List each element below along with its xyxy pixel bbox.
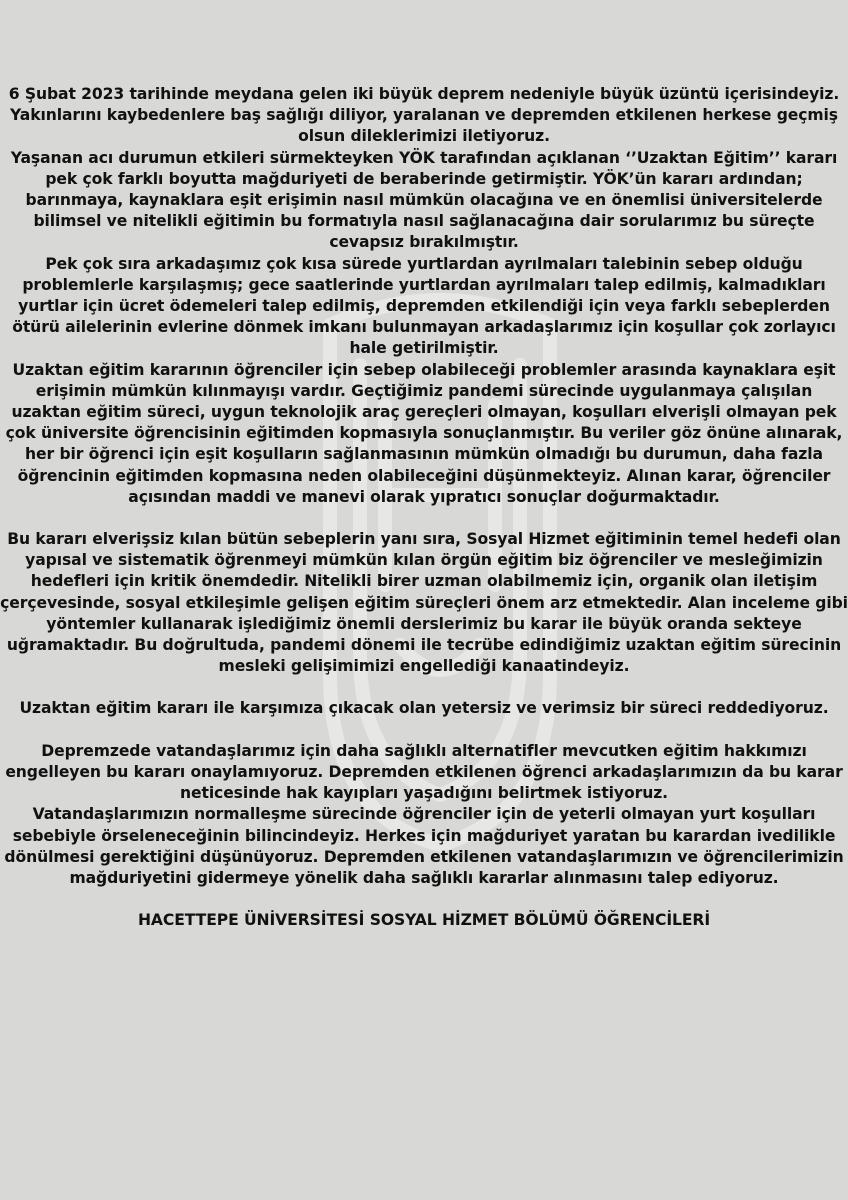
paragraph-not-approving: Depremzede vatandaşlarımız için daha sağlıklı alternatifler mevcutken eğitim hakkımızı engelleyen bu kararı onaylamıyoruz. Depremden etkilenen öğrenci arkadaşlarımızın da bu karar neticesinde hak kayıpları yaşadığını belirtmek istiyoruz. <box>5 741 843 803</box>
paragraph-equal-access: Uzaktan eğitim kararının öğrenciler için sebep olabileceği problemler arasında kaynaklara eşit erişimin mümkün kılınmayışı vardır. Geçtiğimiz pandemi sürecinde uygulanmaya çalışılan uzaktan eğitim süreci, uygun teknolojik araç gereçleri olmayan, koşulları elverişli olmayan pek çok üniversite öğrencisinin eğitimden kopmasıyla sonuçlanmıştır. Bu veriler göz önüne alınarak, her bir öğrenci için eşit koşulların sağlanmasının mümkün olmadığı bu durumun, daha fazla öğrencinin eğitimden kopmasına neden olabileceğini düşünmekteyiz. Alınan karar, öğrenciler açısından maddi ve manevi olarak yıpratıcı sonuçlar doğurmaktadır. <box>5 360 843 506</box>
paragraph-rejection: Uzaktan eğitim kararı ile karşımıza çıkacak olan yetersiz ve verimsiz bir süreci reddediyoruz. <box>19 699 829 718</box>
signature: HACETTEPE ÜNİVERSİTESİ SOSYAL HİZMET BÖLÜMÜ ÖĞRENCİLERİ <box>137 911 711 930</box>
paragraph-condolence: 6 Şubat 2023 tarihinde meydana gelen iki büyük deprem nedeniyle büyük üzüntü içerisindeyiz. Yakınlarını kaybedenlere baş sağlığı diliyor, yaralanan ve depremden etkilenen herkese geçmiş olsun dileklerimizi iletiyoruz. <box>8 85 840 146</box>
paragraph-social-work-education: Bu kararı elverişsiz kılan bütün sebeplerin yanı sıra, Sosyal Hizmet eğitiminin temel hedefi olan yapısal ve sistematik öğrenmeyi mümkün kılan örgün eğitim biz öğrenciler ve mesleğimizin hedefleri için kritik önemdedir. Nitelikli birer uzman olabilmemiz için, organik olan iletişim çerçevesinde, sosyal etkileşimle gelişen eğitim süreçleri önem arz etmektedir. Alan inceleme gibi yöntemler kullanarak işlediğimiz önemli derslerimiz bu karar ile büyük oranda sekteye uğramaktadır. Bu doğrultuda, pandemi dönemi ile tecrübe edindiğimiz uzaktan eğitim sürecinin mesleki gelişimimizi engellediği kanaatindeyiz. <box>0 530 848 676</box>
document-body <box>0 84 848 947</box>
paragraph-dormitory-problems: Pek çok sıra arkadaşımız çok kısa sürede yurtlardan ayrılmaları talebinin sebep olduğu problemlerle karşılaşmış; gece saatlerinde yurtlardan ayrılmaları talep edilmiş, kalmadıkları yurtlar için ücret ödemeleri talep edilmiş, depremden etkilendiği için veya farklı sebeplerden ötürü ailelerinin evlerine dönmek imkanı bulunmayan arkadaşlarımız için koşullar çok zorlayıcı hale getirilmiştir. <box>12 254 836 358</box>
paragraph-demand: Vatandaşlarımızın normalleşme sürecinde öğrenciler için de yeterli olmayan yurt koşulları sebebiyle örseleneceğinin bilincindeyiz. Herkes için mağduriyet yaratan bu karardan ivedilikle dönülmesi gerektiğini düşünüyoruz. Depremden etkilenen vatandaşlarımızın ve öğrencilerimizin mağduriyetini gidermeye yönelik daha sağlıklı kararlar alınmasını talep ediyoruz. <box>4 805 844 887</box>
paragraph-remote-education-decision: Yaşanan acı durumun etkileri sürmekteyken YÖK tarafından açıklanan ‘’Uzaktan Eğitim’’ kararı pek çok farklı boyutta mağduriyeti de beraberinde getirmiştir. YÖK’ün kararı ardından; barınmaya, kaynaklara eşit erişimin nasıl mümkün olacağına ve en önemlisi üniversitelerde bilimsel ve nitelikli eğitimin bu formatıyla nasıl sağlanacağına dair sorularımız bu süreçte cevapsız bırakılmıştır. <box>10 148 838 252</box>
